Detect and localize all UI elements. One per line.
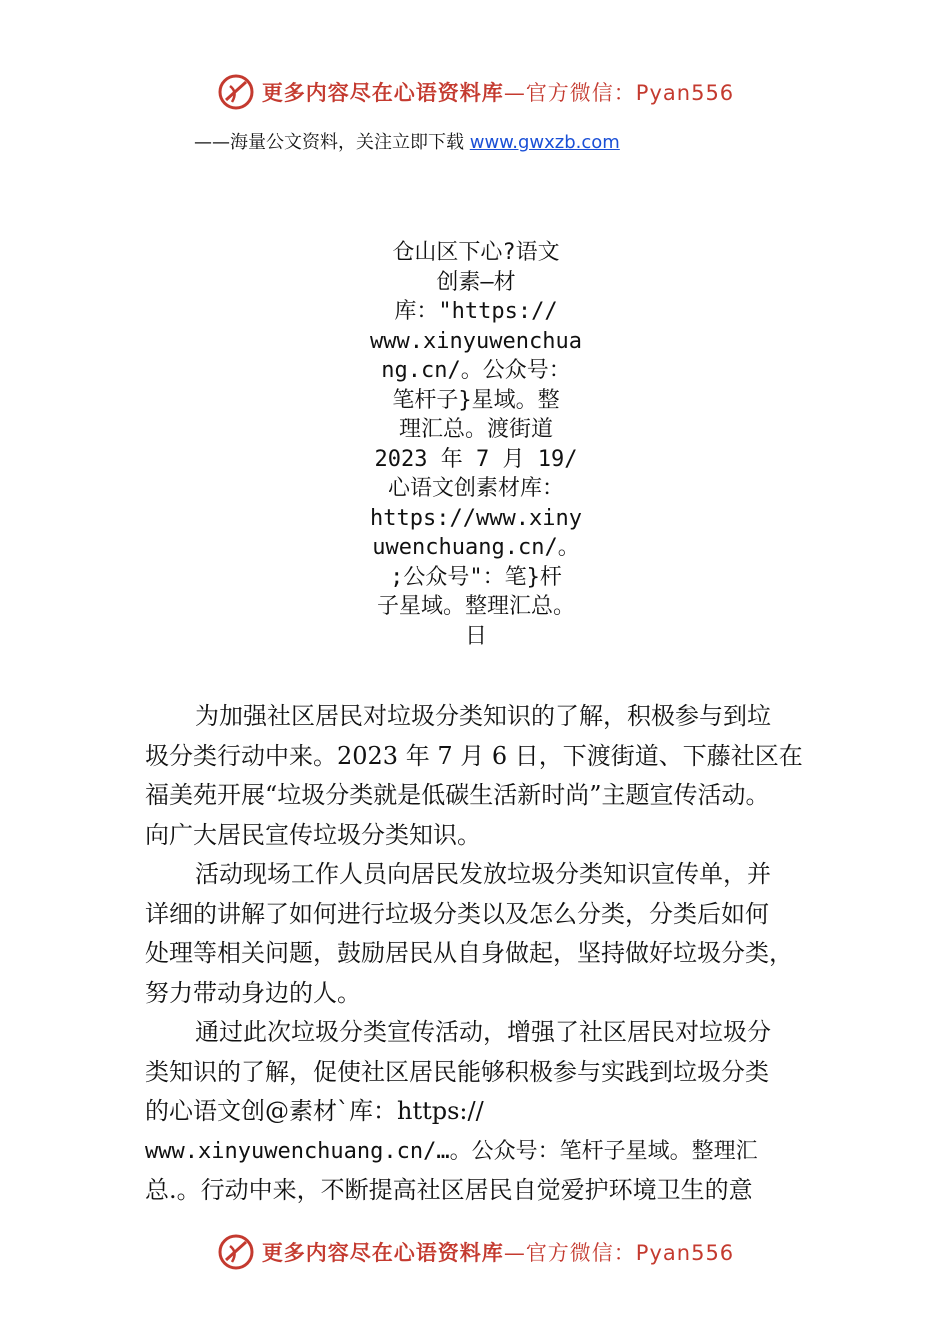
title-line: 2023 年 7 月 19/	[374, 446, 578, 472]
document-body	[145, 697, 810, 1211]
body-line: 类知识的了解，促使社区居民能够积极参与实践到垃圾分类	[145, 1057, 769, 1086]
title-line: 仓山区下心?语文	[392, 240, 560, 265]
title-line: 创素—材	[436, 269, 516, 295]
title-line: 库："https://	[394, 299, 558, 324]
title-line: www.xinyuwenchua	[370, 328, 582, 354]
body-line: 圾分类行动中来。2023 年 7 月 6 日，下渡街道、下藤社区在	[145, 741, 803, 770]
body-line: 的心语文创@素材`库：https://	[145, 1097, 484, 1125]
title-line: https://www.xiny	[370, 505, 582, 531]
tagline-text: ——海量公文资料，关注立即下载	[194, 132, 470, 153]
body-line: www.xinyuwenchuang.cn/…。公众号：笔杆子星域。整理汇	[145, 1138, 758, 1164]
banner-wechat: —官方微信：Pyan556	[503, 1241, 735, 1265]
title-line: 日	[464, 623, 487, 649]
banner-wechat: —官方微信：Pyan556	[503, 81, 735, 105]
download-link[interactable]: www.gwxzb.com	[469, 132, 620, 153]
body-line: 总.。行动中来，不断提高社区居民自觉爱护环境卫生的意	[145, 1176, 753, 1204]
title-line: 子星域。整理汇总。	[376, 594, 575, 619]
title-line: 笔杆子}星域。整	[392, 387, 560, 413]
title-line: uwenchuang.cn/。	[372, 535, 580, 560]
banner-title: 更多内容尽在心语资料库	[261, 1241, 504, 1265]
title-line: 理汇总。渡街道	[398, 417, 553, 442]
title-line: 心语文创素材库：	[387, 476, 564, 501]
title-line: ;公众号"：笔}杆	[390, 564, 562, 590]
brand-logo-icon	[216, 1232, 256, 1272]
body-line: 为加强社区居民对垃圾分类知识的了解，积极参与到垃	[195, 702, 771, 730]
document-title	[370, 238, 582, 651]
title-line: ng.cn/。公众号：	[381, 358, 571, 383]
body-line: 处理等相关问题，鼓励居民从自身做起，坚持做好垃圾分类，	[145, 939, 793, 967]
body-line: 向广大居民宣传垃圾分类知识。	[145, 820, 481, 849]
banner-title: 更多内容尽在心语资料库	[261, 81, 504, 105]
body-line: 努力带动身边的人。	[145, 978, 361, 1007]
footer-banner	[0, 1230, 950, 1274]
body-line: 福美苑开展“垃圾分类就是低碳生活新时尚”主题宣传活动。	[145, 781, 770, 809]
header-banner	[0, 70, 950, 114]
body-line: 通过此次垃圾分类宣传活动，增强了社区居民对垃圾分	[195, 1018, 771, 1046]
tagline	[194, 128, 620, 154]
body-line: 详细的讲解了如何进行垃圾分类以及怎么分类，分类后如何	[145, 899, 769, 928]
body-line: 活动现场工作人员向居民发放垃圾分类知识宣传单，并	[195, 860, 771, 888]
brand-logo-icon	[216, 72, 256, 112]
